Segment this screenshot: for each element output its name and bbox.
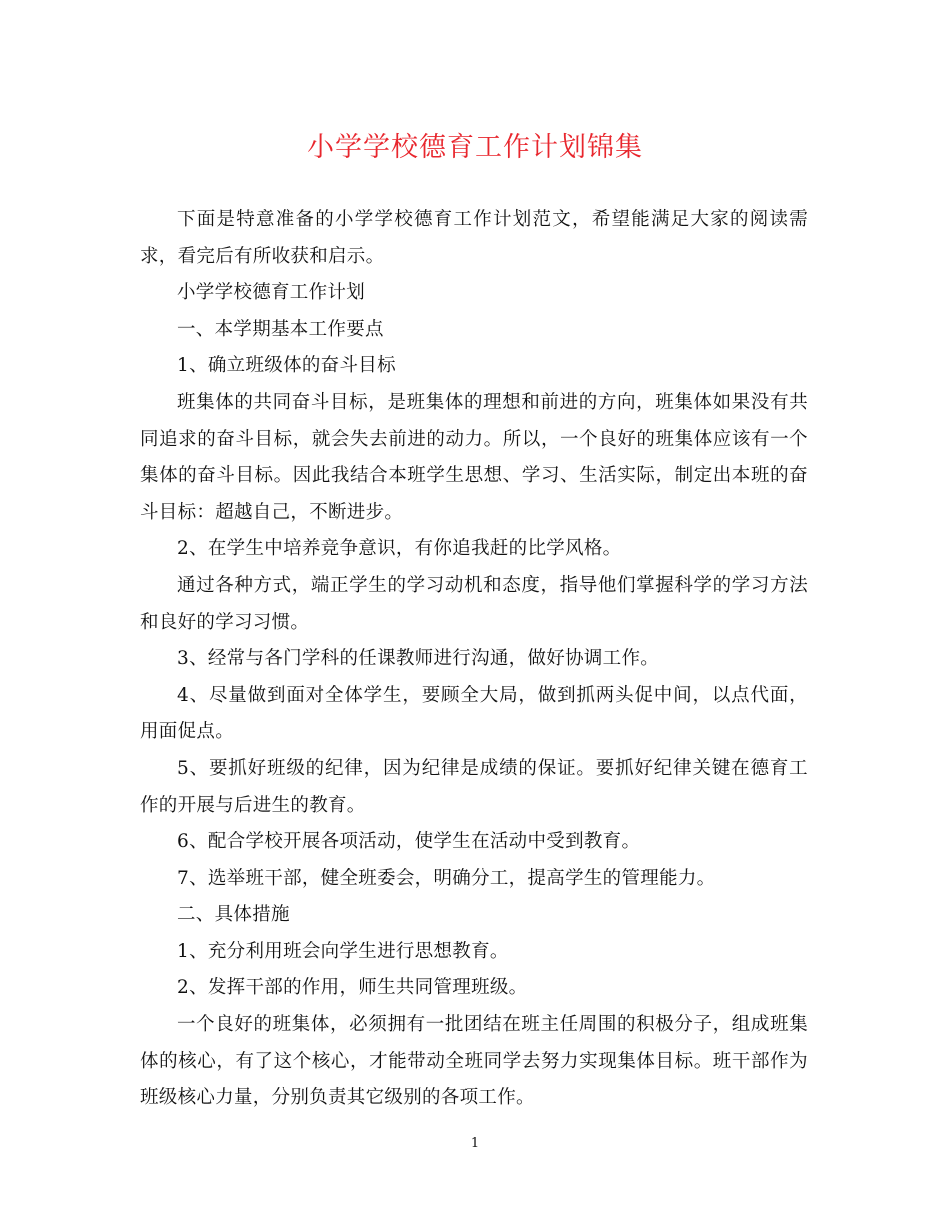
document-body <box>140 202 808 1117</box>
body-paragraph: 一个良好的班集体，必须拥有一批团结在班主任周围的积极分子，组成班集体的核心，有了这个核心，才能带动全班同学去努力实现集体目标。班干部作为班级核心力量，分别负责其它级别的各项工作。 <box>140 1014 808 1109</box>
point-heading-5: 5、要抓好班级的纪律，因为纪律是成绩的保证。要抓好纪律关键在德育工作的开展与后进生的教育。 <box>140 757 808 816</box>
point-heading-2: 2、在学生中培养竞争意识，有你追我赶的比学风格。 <box>177 538 622 560</box>
point-heading-1: 1、确立班级体的奋斗目标 <box>177 355 396 377</box>
body-paragraph: 通过各种方式，端正学生的学习动机和态度，指导他们掌握科学的学习方法和良好的学习习惯。 <box>140 574 808 633</box>
measure-item-2: 2、发挥干部的作用，师生共同管理班级。 <box>177 977 528 999</box>
body-paragraph: 班集体的共同奋斗目标，是班集体的理想和前进的方向，班集体如果没有共同追求的奋斗目标，就会失去前进的动力。所以，一个良好的班集体应该有一个集体的奋斗目标。因此我结合本班学生思想、学习、生活实际，制定出本班的奋斗目标：超越自己，不断进步。 <box>140 391 808 523</box>
page-number: 1 <box>470 1136 480 1151</box>
intro-paragraph: 下面是特意准备的小学学校德育工作计划范文，希望能满足大家的阅读需求，看完后有所收获和启示。 <box>140 209 808 267</box>
measure-item-1: 1、充分利用班会向学生进行思想教育。 <box>177 940 509 962</box>
point-heading-6: 6、配合学校开展各项活动，使学生在活动中受到教育。 <box>177 831 641 853</box>
document-title: 小学学校德育工作计划锦集 <box>307 132 643 163</box>
point-heading-4: 4、尽量做到面对全体学生，要顾全大局，做到抓两头促中间，以点代面，用面促点。 <box>140 684 808 743</box>
point-heading-3: 3、经常与各门学科的任课教师进行沟通，做好协调工作。 <box>177 648 660 670</box>
section-heading-2: 二、具体措施 <box>177 904 290 926</box>
plan-heading: 小学学校德育工作计划 <box>177 282 366 304</box>
point-heading-7: 7、选举班干部，健全班委会，明确分工，提高学生的管理能力。 <box>177 867 716 889</box>
section-heading-1: 一、本学期基本工作要点 <box>177 318 384 340</box>
